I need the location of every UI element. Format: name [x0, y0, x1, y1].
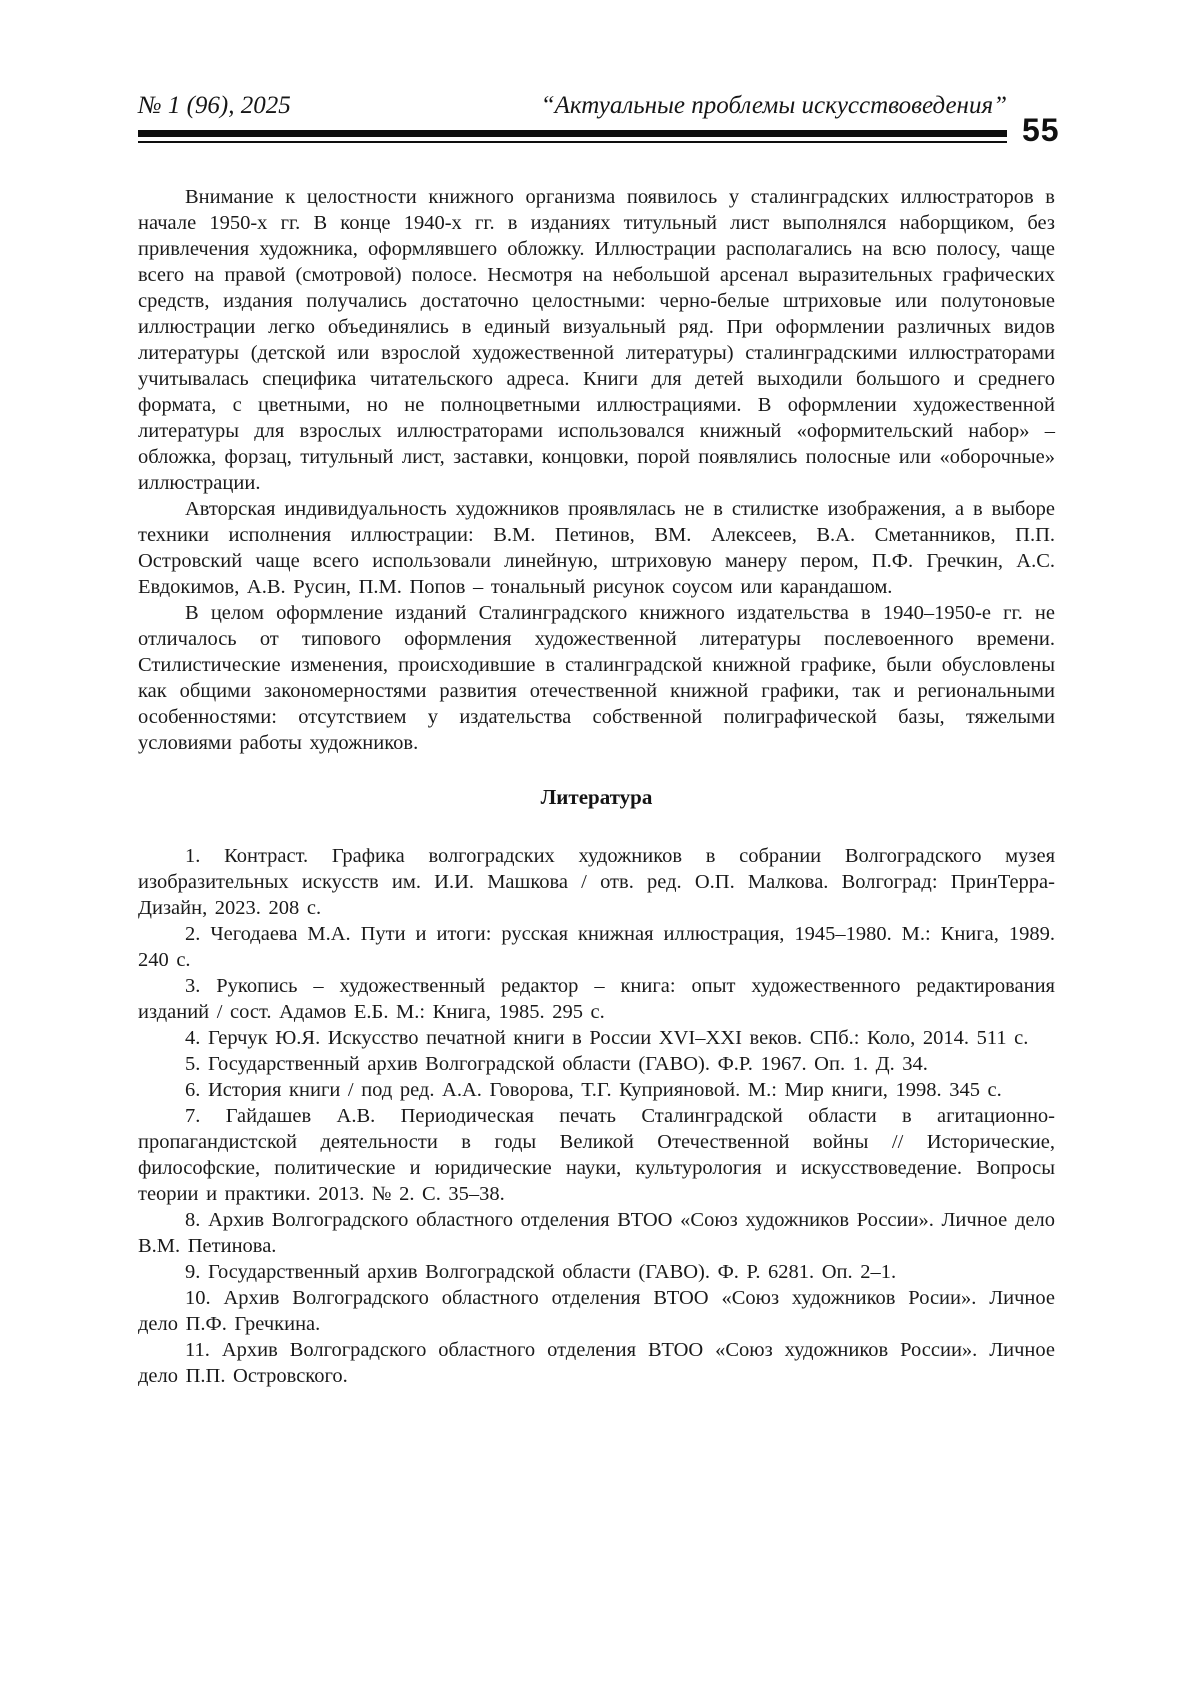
reference-number: 8.: [185, 1209, 201, 1231]
reference-number: 10.: [185, 1287, 211, 1309]
reference-text: Чегодаева М.А. Пути и итоги: русская книжная иллюстрация, 1945–1980. М.: Книга, 1989. 240 с.: [138, 923, 1055, 971]
header-rule-thick-line: [138, 130, 1007, 137]
reference-text: Архив Волгоградского областного отделения ВТОО «Союз художников России». Личное дело В.М. Петинова.: [138, 1209, 1055, 1257]
reference-text: Герчук Ю.Я. Искусство печатной книги в России XVI–XXI веков. СПб.: Коло, 2014. 511 с.: [207, 1027, 1029, 1049]
reference-number: 1.: [185, 845, 201, 867]
reference-item: [138, 1285, 1055, 1337]
reference-item: [138, 1259, 1055, 1285]
reference-number: 3.: [185, 975, 201, 997]
reference-item: [138, 1103, 1055, 1207]
reference-item: [138, 1077, 1055, 1103]
article-body: [138, 184, 1055, 1389]
reference-number: 9.: [185, 1261, 201, 1283]
header-rule: [138, 130, 1007, 143]
reference-item: [138, 1051, 1055, 1077]
issue-number: № 1 (96), 2025: [138, 92, 291, 119]
references-heading: Литература: [540, 785, 653, 809]
reference-item: [138, 1337, 1055, 1389]
journal-title: “Актуальные проблемы искусствоведения”: [540, 92, 1007, 119]
running-head: [138, 92, 1007, 120]
reference-number: 7.: [185, 1105, 201, 1127]
reference-text: Контраст. Графика волгоградских художников в собрании Волгоградского музея изобразительных искусств им. И.И. Машкова / отв. ред. О.П. Малкова. Волгоград: ПринТерра-Дизайн, 2023. 208 с.: [138, 845, 1055, 919]
body-paragraph: Авторская индивидуальность художников проявлялась не в стилистке изображения, а в выборе техники исполнения иллюстрации: В.М. Петинов, ВМ. Алексеев, В.А. Сметанников, П.П. Островский чаще всего использовали линейную, штриховую манеру пером, П.Ф. Гречкин, А.С. Евдокимов, А.В. Русин, П.М. Попов – тональный рисунок соусом или карандашом.: [138, 498, 1055, 598]
reference-item: [138, 1025, 1055, 1051]
body-paragraph: Внимание к целостности книжного организма появилось у сталинградских иллюстраторов в начале 1950-х гг. В конце 1940-х гг. в изданиях титульный лист выполнялся наборщиком, без привлечения художника, оформлявшего обложку. Иллюстрации располагались на всю полосу, чаще всего на правой (смотровой) полосе. Несмотря на небольшой арсенал выразительных графических средств, издания получались достаточно целостными: черно-белые штриховые или полутоновые иллюстрации легко объединялись в единый визуальный ряд. При оформлении различных видов литературы (детской или взрослой художественной литературы) сталинградскими иллюстраторами учитывалась специфика читательского адреса. Книги для детей выходили большого и среднего формата, с цветными, но не полноцветными иллюстрациями. В оформлении художественной литературы для взрослых иллюстраторами использовался книжный «оформительский набор» – обложка, форзац, титульный лист, заставки, концовки, порой появлялись полосные или «оборочные» иллюстрации.: [138, 186, 1055, 494]
reference-text: Государственный архив Волгоградской области (ГАВО). Ф. Р. 6281. Оп. 2–1.: [207, 1261, 897, 1283]
reference-item: [138, 1207, 1055, 1259]
reference-item: [138, 843, 1055, 921]
reference-text: Государственный архив Волгоградской области (ГАВО). Ф.Р. 1967. Оп. 1. Д. 34.: [207, 1053, 928, 1075]
reference-number: 5.: [185, 1053, 201, 1075]
reference-text: Рукопись – художественный редактор – книга: опыт художественного редактирования изданий / сост. Адамов Е.Б. М.: Книга, 1985. 295 с.: [138, 975, 1055, 1023]
reference-text: История книги / под ред. А.А. Говорова, Т.Г. Куприяновой. М.: Мир книги, 1998. 345 с.: [207, 1079, 1002, 1101]
reference-item: [138, 973, 1055, 1025]
header-rule-thin-line: [138, 141, 1007, 143]
reference-text: Архив Волгоградского областного отделения ВТОО «Союз художников Росии». Личное дело П.Ф. Гречкина.: [138, 1287, 1055, 1335]
body-paragraph: В целом оформление изданий Сталинградского книжного издательства в 1940–1950-е гг. не отличалось от типового оформления художественной литературы послевоенного времени. Стилистические изменения, происходившие в сталинградской книжной графике, были обусловлены как общими закономерностями развития отечественной книжной графики, так и региональными особенностями: отсутствием у издательства собственной полиграфической базы, тяжелыми условиями работы художников.: [138, 602, 1055, 754]
reference-number: 6.: [185, 1079, 201, 1101]
reference-number: 11.: [185, 1339, 210, 1361]
page-number: 55: [1022, 112, 1060, 148]
reference-item: [138, 921, 1055, 973]
reference-number: 2.: [185, 923, 201, 945]
reference-text: Архив Волгоградского областного отделения ВТОО «Союз художников России». Личное дело П.П. Островского.: [138, 1339, 1055, 1387]
reference-number: 4.: [185, 1027, 201, 1049]
reference-text: Гайдашев А.В. Периодическая печать Сталинградской области в агитационно-пропагандистской деятельности в годы Великой Отечественной войны // Исторические, философские, политические и юридические науки, культурология и искусствоведение. Вопросы теории и практики. 2013. № 2. С. 35–38.: [138, 1105, 1055, 1205]
